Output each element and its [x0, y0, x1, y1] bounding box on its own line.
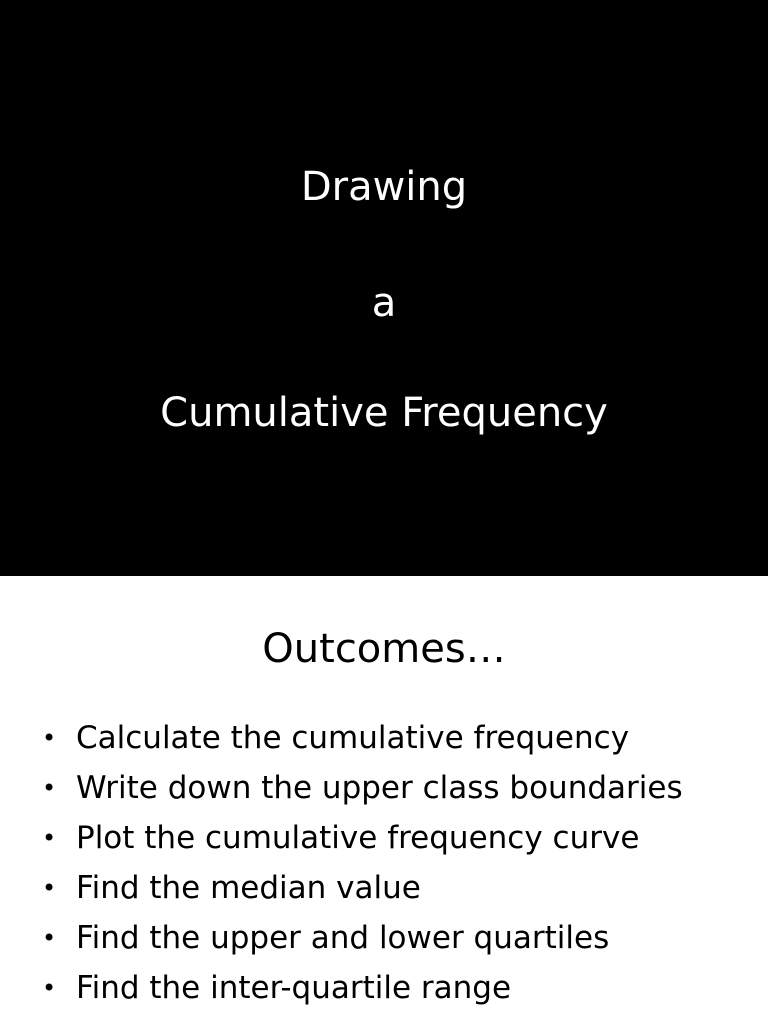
outcome-item	[40, 863, 683, 913]
outcome-item	[40, 813, 683, 863]
outcome-text: Calculate the cumulative frequency	[76, 720, 630, 756]
title-line-drawing: Drawing	[300, 164, 468, 210]
outcomes-heading: Outcomes…	[262, 626, 506, 672]
outcome-text: Find the median value	[76, 870, 421, 906]
outcome-item	[40, 763, 683, 813]
bullet-icon: •	[42, 724, 57, 752]
bullet-icon: •	[42, 874, 57, 902]
outcome-item	[40, 963, 683, 1013]
outcome-item	[40, 713, 683, 763]
bullet-icon: •	[42, 974, 57, 1002]
outcome-item	[40, 913, 683, 963]
outcome-text: Find the inter-quartile range	[76, 970, 512, 1006]
outcome-text: Find the upper and lower quartiles	[76, 920, 610, 956]
outcome-text: Plot the cumulative frequency curve	[76, 820, 640, 856]
outcome-text: Write down the upper class boundaries	[76, 770, 683, 806]
bullet-icon: •	[42, 924, 57, 952]
bullet-icon: •	[42, 774, 57, 802]
outcomes-slide	[0, 576, 768, 1024]
bullet-icon: •	[42, 824, 57, 852]
title-line-a: a	[371, 280, 397, 326]
outcomes-list	[40, 713, 683, 1013]
title-line-cumulative-frequency: Cumulative Frequency	[160, 390, 608, 436]
